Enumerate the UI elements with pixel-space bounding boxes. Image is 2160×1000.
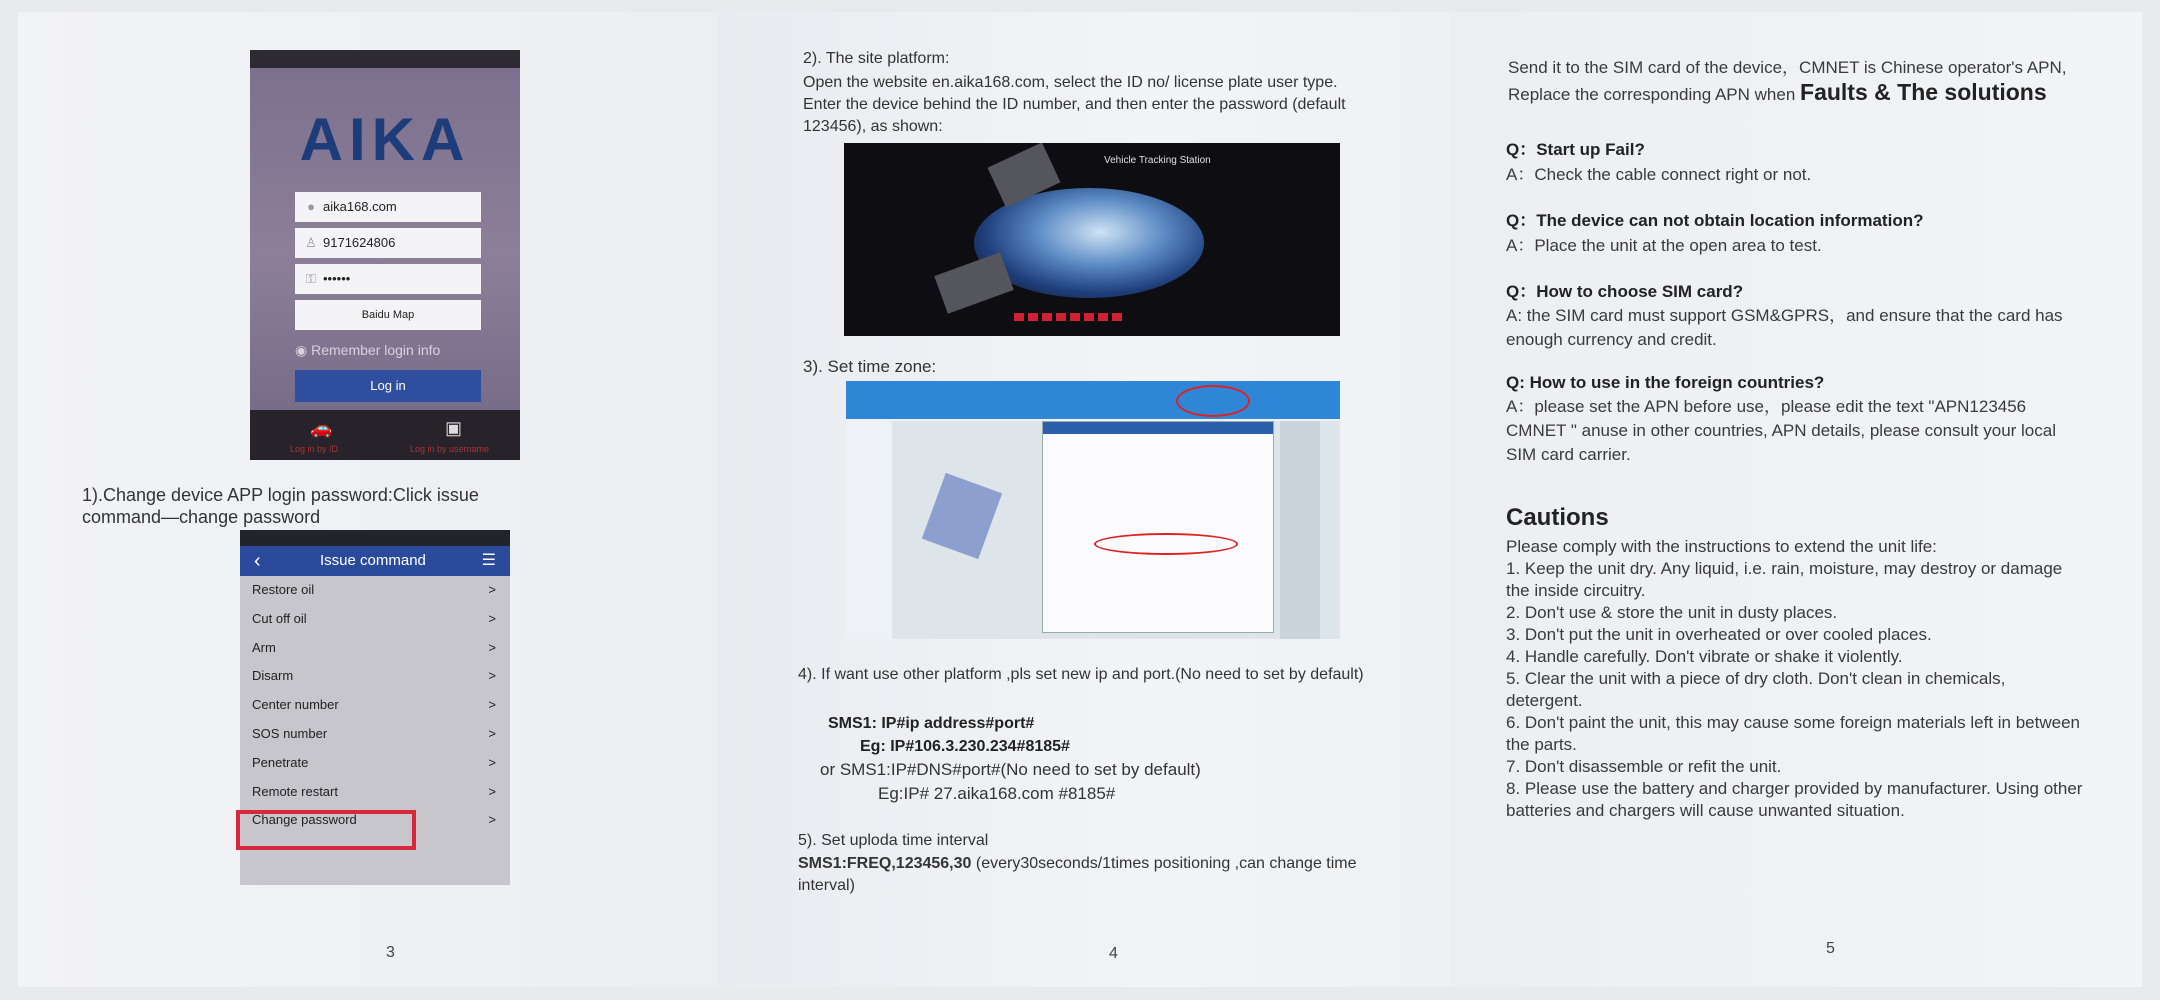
chevron-right-icon: > [488,582,496,597]
issue-command-item[interactable] [240,720,510,749]
radio-icon: ◉ [295,342,312,358]
issue-command-item[interactable] [240,778,510,807]
step2-text: Open the website en.aika168.com, select the ID no/ license plate user type. Enter the device behind the ID number, and then enter the password (default 123456), as shown: [803,74,1346,135]
login-button[interactable]: Log in [295,370,481,402]
highlight-box [236,810,416,850]
platform-header [846,381,1340,419]
step5-detail [798,853,1398,897]
page-number-3: 3 [386,944,395,961]
issue-command-label: Change password [252,812,357,828]
issue-command-item[interactable] [240,749,510,778]
issue-command-label: Cut off oil [252,610,307,626]
apn-text: Send it to the SIM card of the device，CMNET is Chinese operator's APN, Replace the corresponding APN when [1508,58,2067,104]
page-number-4: 4 [1109,945,1118,962]
issue-command-item[interactable] [240,634,510,663]
chevron-right-icon: > [488,639,496,655]
issue-command-label: Arm [252,639,276,655]
page-number-5: 5 [1826,940,1835,957]
language-flags[interactable] [1014,313,1122,323]
eg2-text: Eg:IP# 27.aika168.com #8185# [878,784,1116,803]
website-screenshot [844,143,1340,336]
chevron-right-icon: > [488,668,496,684]
freq-command: SMS1:FREQ,123456,30 [798,855,972,872]
login-tabs [250,410,520,460]
id-card-icon[interactable]: ▣ [445,418,463,438]
chevron-right-icon: > [488,610,496,626]
password-value: •••••• [323,271,351,286]
caution-item: 2. Don't use & store the unit in dusty places. [1506,603,1838,622]
caution-item: 1. Keep the unit dry. Any liquid, i.e. rain, moisture, may destroy or damage the inside circuitry. [1506,559,2063,600]
caution-item: 6. Don't paint the unit, this may cause some foreign materials left in between the parts. [1506,713,2080,754]
step4-text: 4). If want use other platform ,pls set new ip and port.(No need to set by default) [798,666,1364,683]
q2: Q：The device can not obtain location information? [1506,211,1924,230]
issue-command-label: SOS number [252,725,328,741]
eg1-command: Eg: IP#106.3.230.234#8185# [860,738,1070,755]
faults-title: Faults & The solutions [1800,79,2047,105]
back-icon[interactable]: ‹ [254,550,261,572]
a1: A：Check the cable connect right or not. [1506,165,1812,184]
step3-text: 3). Set time zone: [803,357,937,376]
caution-item: 4. Handle carefully. Don't vibrate or shake it violently. [1506,647,1903,666]
chevron-right-icon: > [488,754,496,770]
menu-icon[interactable]: ☰ [481,552,496,569]
car-icon[interactable]: 🚗 [310,418,333,438]
caution-item: 5. Clear the unit with a piece of dry cloth. Don't clean in chemicals, detergent. [1506,669,2006,710]
chevron-right-icon: > [488,783,496,799]
issue-command-label: Center number [252,697,339,713]
app-login-screenshot [250,50,520,460]
satellite-panel [934,252,1013,314]
step1-text: 1).Change device APP login password:Click issue command—change password [82,485,479,527]
a3: A: the SIM card must support GSM&GPRS，and ensure that the card has enough currency and credit. [1506,306,2063,349]
highlight-circle [1176,385,1250,417]
q1: Q：Start up Fail? [1506,140,1645,159]
sms1-command: SMS1: IP#ip address#port# [828,715,1035,732]
freq-note: (every30seconds/1times positioning ,can change time interval) [798,855,1357,894]
step5-text: 5). Set uploda time interval [798,832,989,849]
or-sms1-text: or SMS1:IP#DNS#port#(No need to set by default) [820,760,1201,779]
issue-command-item[interactable] [240,691,510,720]
server-field[interactable] [295,192,481,222]
account-field[interactable] [295,228,481,258]
issue-command-item[interactable] [240,576,510,605]
issue-title: Issue command [320,552,426,569]
remember-label: Remember login info [311,342,441,358]
issue-command-label: Disarm [252,668,294,684]
a2: A：Place the unit at the open area to test. [1506,236,1822,255]
issue-header [240,546,510,576]
site-title: Vehicle Tracking Station [1104,155,1211,166]
tab-login-id[interactable]: Log in by ID [290,444,339,454]
globe-icon: ● [307,199,315,214]
cautions-list [1506,558,2086,822]
chevron-right-icon: > [488,725,496,741]
issue-command-list [240,576,510,835]
lock-icon: ⚿ [306,271,316,286]
chevron-right-icon: > [488,812,496,828]
timezone-highlight [1094,533,1238,555]
caution-item: 7. Don't disassemble or refit the unit. [1506,757,1782,776]
cautions-intro: Please comply with the instructions to extend the unit life: [1506,537,1937,556]
issue-command-label: Penetrate [252,754,309,770]
issue-command-label: Restore oil [252,582,315,597]
cautions-title: Cautions [1506,504,1609,531]
account-value: 9171624806 [323,235,396,250]
q3: Q：How to choose SIM card? [1506,282,1744,301]
caution-item: 3. Don't put the unit in overheated or over cooled places. [1506,625,1932,644]
device-info-dialog [1042,421,1274,633]
issue-command-item[interactable] [240,662,510,691]
chevron-right-icon: > [488,697,496,713]
remember-login[interactable] [295,342,440,359]
a4: A：please set the APN before use，please edit the text "APN123456 CMNET " anuse in other countries, APN details, please consult your local SIM card carrier. [1506,397,2056,464]
tab-login-username[interactable]: Log in by username [410,444,490,454]
issue-command-label: Remote restart [252,783,338,799]
apn-paragraph [1508,56,2078,107]
step2-title: 2). The site platform: [803,50,950,67]
password-field[interactable] [295,264,481,294]
user-icon: ♙ [305,235,317,250]
app-logo: AIKA [299,106,471,173]
q4: Q: How to use in the foreign countries? [1506,373,1825,392]
caution-item: 8. Please use the battery and charger provided by manufacturer. Using other batteries and chargers will cause unwanted situation. [1506,779,2083,820]
issue-command-item[interactable] [240,605,510,634]
timezone-screenshot [846,381,1340,639]
map-select[interactable]: Baidu Map [295,300,481,330]
server-value: aika168.com [323,199,397,214]
